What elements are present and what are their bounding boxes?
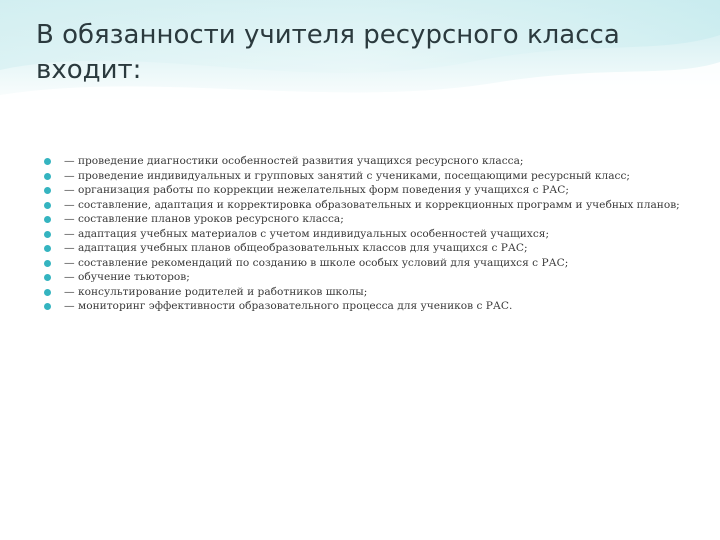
bullet-list [44, 154, 684, 314]
circle-bullet-icon [44, 202, 51, 209]
list-item-text: — проведение диагностики особенностей развития учащихся ресурсного класса; [64, 155, 524, 167]
list-item-text: — составление планов уроков ресурсного класса; [64, 213, 344, 225]
list-item-text: — адаптация учебных планов общеобразовательных классов для учащихся с РАС; [64, 242, 528, 254]
list-item-text: — проведение индивидуальных и групповых занятий с учениками, посещающими ресурсный класс; [64, 169, 630, 182]
circle-bullet-icon [44, 158, 51, 165]
list-item [44, 227, 684, 242]
list-item [44, 299, 684, 314]
list-item [44, 256, 684, 271]
circle-bullet-icon [44, 260, 51, 267]
list-item [44, 212, 684, 227]
circle-bullet-icon [44, 289, 51, 296]
circle-bullet-icon [44, 187, 51, 194]
list-item-text: — составление рекомендаций по созданию в школе особых условий для учащихся с РАС; [64, 256, 569, 269]
list-item-text: — обучение тьюторов; [64, 271, 190, 283]
circle-bullet-icon [44, 303, 51, 310]
list-item [44, 285, 684, 300]
list-item-text: — мониторинг эффективности образовательного процесса для учеников с РАС. [64, 300, 513, 312]
list-item [44, 183, 684, 198]
list-item [44, 154, 684, 169]
circle-bullet-icon [44, 216, 51, 223]
list-item-text: — консультирование родителей и работников школы; [64, 285, 368, 298]
list-item [44, 241, 684, 256]
circle-bullet-icon [44, 231, 51, 238]
slide-title: В обязанности учителя ресурсного класса входит: [36, 20, 620, 85]
circle-bullet-icon [44, 274, 51, 281]
list-item [44, 270, 684, 285]
list-item-text: — составление, адаптация и корректировка образовательных и коррекционных программ и учебных планов; [64, 198, 680, 211]
circle-bullet-icon [44, 245, 51, 252]
circle-bullet-icon [44, 173, 51, 180]
list-item [44, 198, 684, 213]
list-item-text: — организация работы по коррекции нежелательных форм поведения у учащихся с РАС; [64, 184, 569, 196]
list-item-text: — адаптация учебных материалов с учетом индивидуальных особенностей учащихся; [64, 227, 550, 240]
list-item [44, 169, 684, 184]
